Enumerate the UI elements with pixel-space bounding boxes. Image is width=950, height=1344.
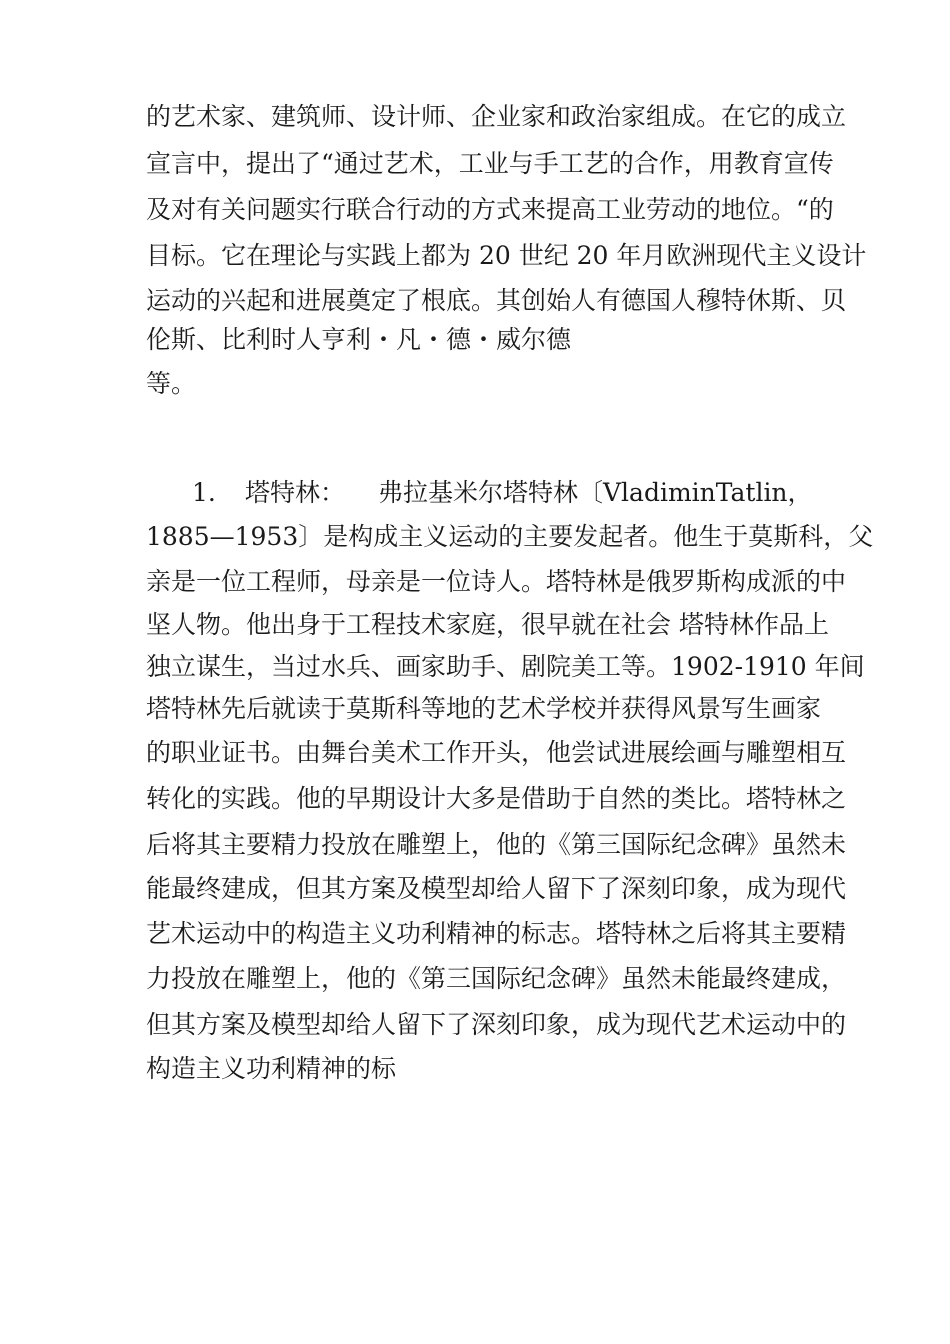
text-line: 坚人物。他出身于工程技术家庭，很早就在社会 塔特林作品上 <box>146 610 829 639</box>
text-line: 但其方案及模型却给人留下了深刻印象，成为现代艺术运动中的 <box>146 1010 847 1039</box>
list-number: 1. <box>192 478 216 507</box>
text-line: 塔特林先后就读于莫斯科等地的艺术学校并获得风景写生画家 <box>146 694 822 723</box>
text-line: 目标。它在理论与实践上都为 20 世纪 20 年月欧洲现代主义设计 <box>146 241 867 270</box>
text-line: 亲是一位工程师，母亲是一位诗人。塔特林是俄罗斯构成派的中 <box>146 567 847 596</box>
text-line: 等。 <box>146 369 197 398</box>
list-item-first-line: 弗拉基米尔塔特林〔VladiminTatlin， <box>378 478 813 507</box>
text-line: 1885—1953〕是构成主义运动的主要发起者。他生于莫斯科，父 <box>146 522 874 551</box>
list-item-heading <box>0 477 950 513</box>
text-line: 运动的兴起和进展奠定了根底。其创始人有德国人穆特休斯、贝 <box>146 286 847 315</box>
text-line: 伦斯、比利时人亨利・凡・德・威尔德 <box>146 325 572 354</box>
text-line: 的职业证书。由舞台美术工作开头，他尝试进展绘画与雕塑相互 <box>146 738 847 767</box>
text-line: 独立谋生，当过水兵、画家助手、剧院美工等。1902-1910 年间 <box>146 652 865 681</box>
text-line: 转化的实践。他的早期设计大多是借助于自然的类比。塔特林之 <box>146 784 847 813</box>
text-line: 及对有关问题实行联合行动的方式来提高工业劳动的地位。“的 <box>146 195 834 224</box>
text-line: 的艺术家、建筑师、设计师、企业家和政治家组成。在它的成立 <box>146 102 847 131</box>
text-line: 后将其主要精力投放在雕塑上，他的《第三国际纪念碑》虽然未 <box>146 830 847 859</box>
text-line: 能最终建成，但其方案及模型却给人留下了深刻印象，成为现代 <box>146 874 847 903</box>
list-item-title: 塔特林： <box>245 478 346 507</box>
text-line: 艺术运动中的构造主义功利精神的标志。塔特林之后将其主要精 <box>146 919 847 948</box>
text-line: 构造主义功利精神的标 <box>146 1054 397 1083</box>
text-line: 宣言中，提出了“通过艺术，工业与手工艺的合作，用教育宣传 <box>146 149 834 178</box>
text-line: 力投放在雕塑上，他的《第三国际纪念碑》虽然未能最终建成， <box>146 964 847 993</box>
